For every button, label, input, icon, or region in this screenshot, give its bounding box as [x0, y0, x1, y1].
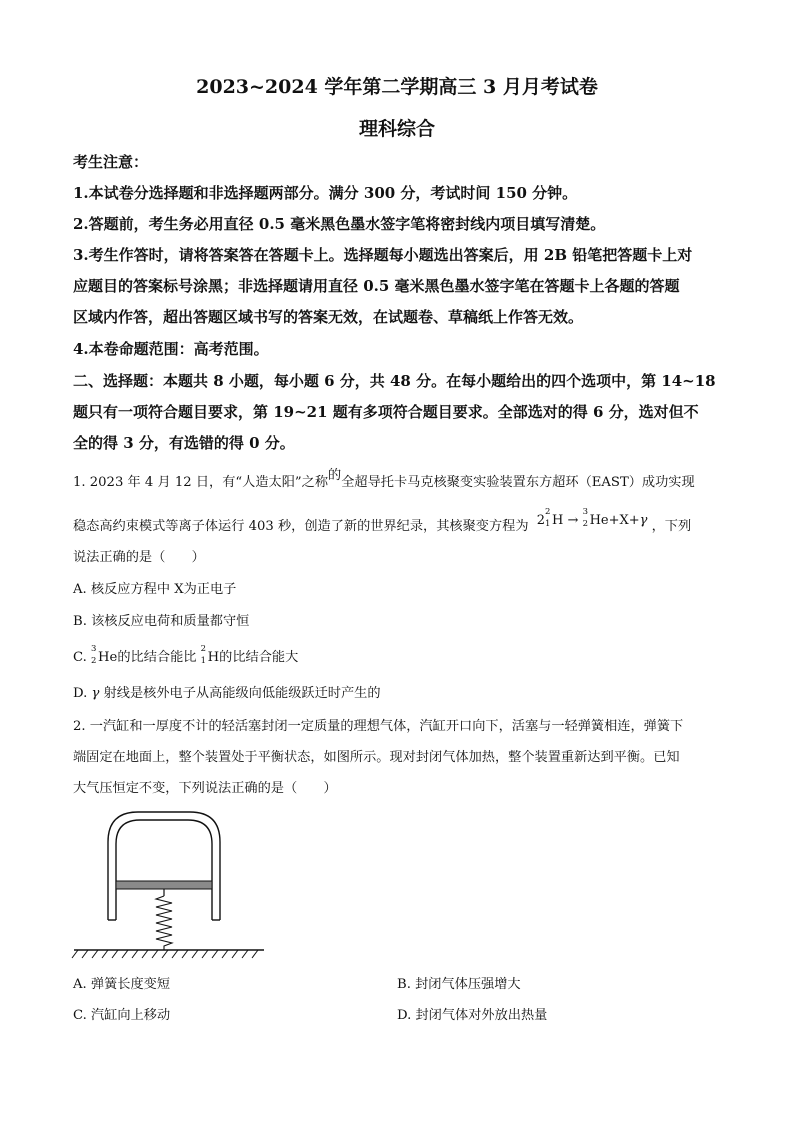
he-charge: 2: [582, 519, 588, 529]
q1-option-d: [73, 682, 381, 701]
c-h-symbol: H: [207, 650, 220, 665]
spring: [156, 896, 172, 950]
h-charge: 1: [545, 519, 551, 529]
c-he-charge: 2: [91, 656, 97, 666]
section-line-2: 题只有一项符合题目要求，第 19~21 题有多项符合题目要求。全部选对的得 6 分，选对但不: [73, 403, 699, 421]
q1-line-2a: 稳态高约束模式等离子体运行 403 秒，创造了新的世界纪录，其核聚变方程为: [73, 519, 529, 534]
c-he-mass: 3: [91, 644, 97, 654]
fusion-equation: [536, 507, 652, 529]
q1-option-a: A. 核反应方程中 X为正电子: [73, 582, 237, 597]
he-symbol: He: [589, 513, 609, 528]
q2-option-a: A. 弹簧长度变短: [73, 977, 171, 992]
eq-gamma: γ: [639, 513, 648, 528]
piston: [116, 881, 212, 889]
q2-option-c: C. 汽缸向上移动: [73, 1008, 171, 1023]
option-c-nuclide-he: [91, 644, 118, 666]
q1-option-c: [73, 646, 298, 665]
q2-option-b: B. 封闭气体压强增大: [397, 977, 521, 992]
q1-option-d-gamma: γ: [91, 686, 100, 701]
eq-rest: +X+: [608, 513, 640, 528]
nuclide-h: [545, 507, 564, 529]
h-symbol: H: [552, 513, 564, 528]
he-mass: 3: [582, 507, 588, 517]
q2-line-3: 大气压恒定不变，下列说法正确的是（ ）: [73, 781, 337, 796]
cylinder-outer-wall: [108, 812, 220, 920]
c-h-charge: 1: [200, 656, 207, 666]
q1-option-c-suffix: 的比结合能大: [219, 650, 299, 665]
section-line-1: 二、选择题：本题共 8 小题，每小题 6 分，共 48 分。在每小题给出的四个选项中，第 14~18: [73, 372, 716, 390]
h-mass: 2: [545, 507, 551, 517]
q1-line-3: 说法正确的是（ ）: [73, 550, 205, 565]
q1-option-c-prefix: C.: [73, 650, 92, 665]
q1-line-2b: ，下列: [651, 519, 692, 534]
q1-line-2: [73, 507, 692, 534]
note-line-1: 1.本试卷分选择题和非选择题两部分。满分 300 分，考试时间 150 分钟。: [73, 184, 578, 202]
note-line-3: 3.考生作答时，请将答案答在答题卡上。选择题每小题选出答案后，用 2B 铅笔把答题卡上对: [73, 246, 693, 264]
q1-option-c-mid: 的比结合能比: [117, 650, 197, 665]
option-c-nuclide-h: [200, 644, 220, 666]
notes-heading: 考生注意：: [73, 153, 149, 171]
eq-coef: 2: [536, 513, 546, 528]
q1-line-1a: 1. 2023 年 4 月 12 日，有“人造太阳”之称: [73, 475, 329, 490]
q1-option-d-suffix: 射线是核外电子从高能级向低能级跃迁时产生的: [103, 686, 381, 701]
q1-line-1: [73, 468, 695, 490]
c-h-mass: 2: [200, 644, 207, 654]
nuclide-he: [582, 507, 609, 529]
cylinder-spring-figure: [68, 800, 278, 965]
ground-hatching: [72, 950, 258, 958]
exam-title: 2023~2024 学年第二学期高三 3 月月考试卷: [196, 76, 598, 98]
note-line-4: 应题目的答案标号涂黑；非选择题请用直径 0.5 毫米黑色墨水签字笔在答题卡上各题的答题: [73, 277, 680, 295]
q1-line-1b: 的: [328, 468, 342, 483]
note-line-5: 区域内作答，超出答题区域书写的答案无效，在试题卷、草稿纸上作答无效。: [73, 308, 584, 326]
q1-option-d-prefix: D.: [73, 686, 92, 701]
eq-arrow: →: [567, 513, 579, 528]
note-line-6: 4.本卷命题范围：高考范围。: [73, 340, 269, 358]
q1-line-1c: 全超导托卡马克核聚变实验装置东方超环（EAST）成功实现: [341, 475, 695, 490]
q1-option-b: B. 该核反应电荷和质量都守恒: [73, 614, 250, 629]
section-line-3: 全的得 3 分，有选错的得 0 分。: [73, 434, 295, 452]
q2-line-1: 2. 一汽缸和一厚度不计的轻活塞封闭一定质量的理想气体，汽缸开口向下，活塞与一轻弹簧相连，弹簧下: [73, 719, 684, 734]
note-line-2: 2.答题前，考生务必用直径 0.5 毫米黑色墨水签字笔将密封线内项目填写清楚。: [73, 215, 606, 233]
exam-subtitle: 理科综合: [358, 118, 435, 140]
q2-line-2: 端固定在地面上，整个装置处于平衡状态，如图所示。现对封闭气体加热，整个装置重新达到平衡。已知: [73, 750, 680, 765]
q2-option-d: D. 封闭气体对外放出热量: [397, 1008, 548, 1023]
c-he-symbol: He: [98, 650, 118, 665]
